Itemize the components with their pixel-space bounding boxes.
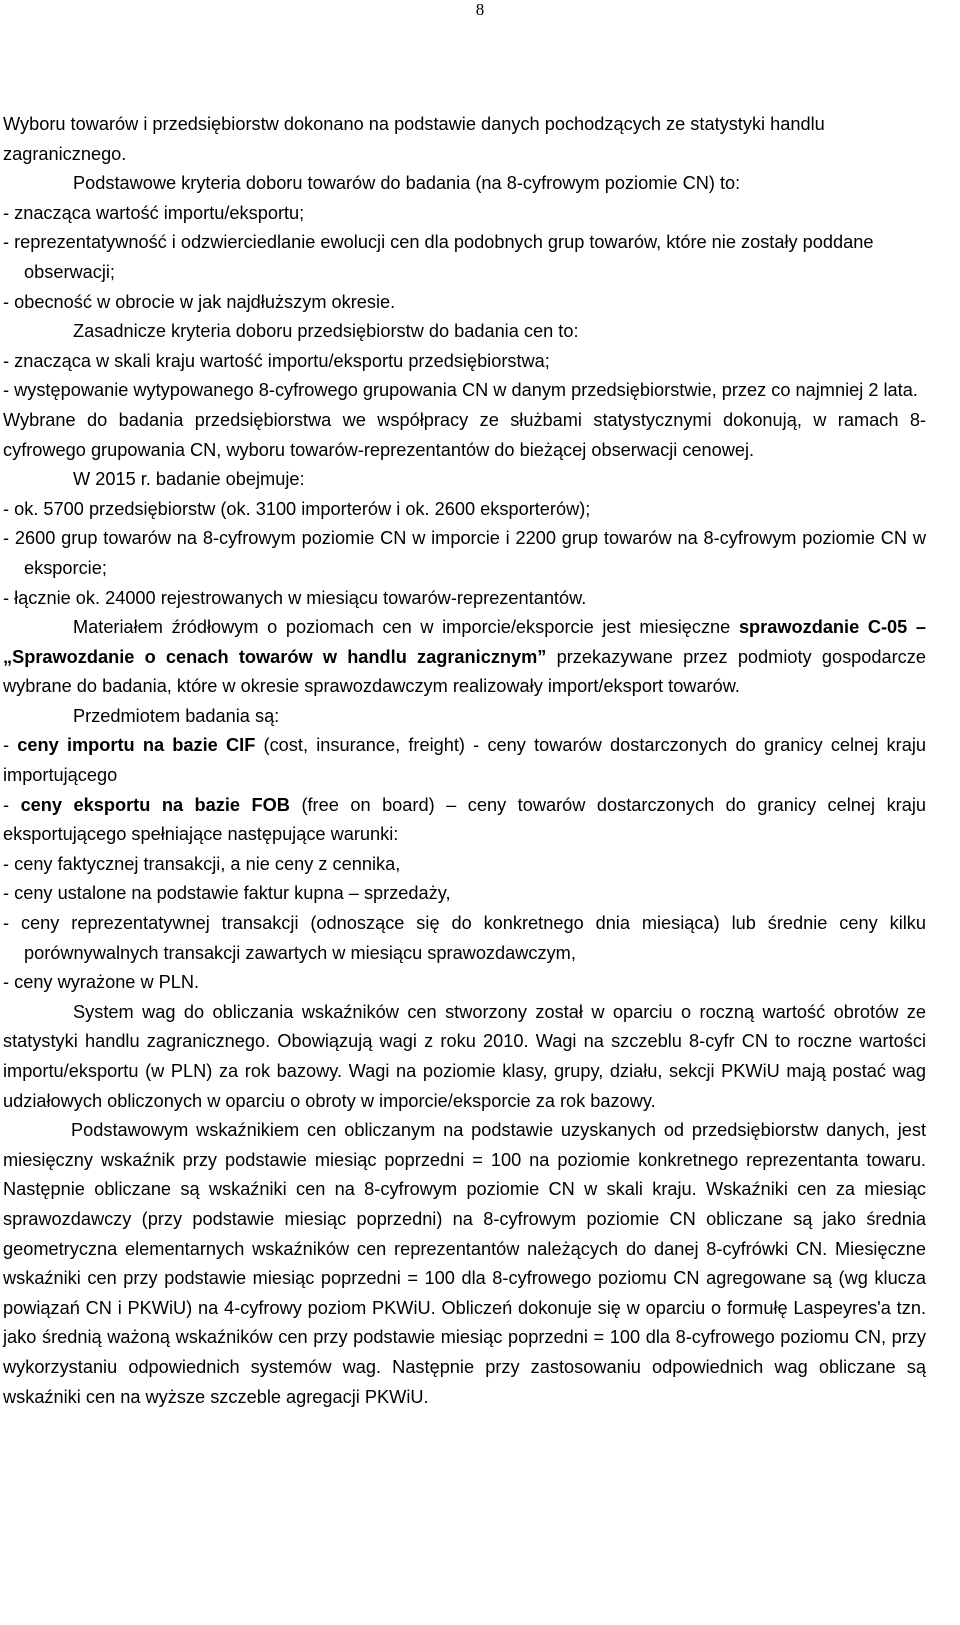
source-lead: Materiałem źródłowym o poziomach cen w imporcie/eksporcie jest miesięczne: [73, 617, 731, 638]
list-item: - łącznie ok. 24000 rejestrowanych w miesiącu towarów-reprezentantów.: [3, 587, 587, 608]
list-item: - ceny wyrażone w PLN.: [3, 972, 200, 993]
list-item: - występowanie wytypowanego 8-cyfrowego grupowania CN w danym przedsiębiorstwie, przez co najmniej 2 lata.: [3, 380, 918, 401]
list-item: - 2600 grup towarów na 8-cyfrowym poziomie CN w imporcie i 2200 grup towarów na 8-cyfrowym poziomie CN w eksporcie;: [3, 528, 926, 578]
source-tail: przekazywane przez podmioty gospodarcze wybrane do badania, które w okresie sprawozdawczym realizowały import/eksport towarów.: [3, 646, 926, 697]
selection-paragraph: Wybrane do badania przedsiębiorstwa we współpracy ze służbami statystycznymi dokonują, w ramach 8-cyfrowego grupowania CN, wyboru towarów-reprezentantów do bieżącej obserwacji cenowej.: [3, 409, 926, 460]
source-paragraph: [3, 613, 926, 702]
fob-term: ceny eksportu na bazie FOB: [20, 794, 290, 815]
list-item: - znacząca w skali kraju wartość importu/eksportu przedsiębiorstwa;: [3, 350, 550, 371]
list-item: - ceny ustalone na podstawie faktur kupna – sprzedaży,: [3, 883, 451, 904]
intro-paragraph: Wyboru towarów i przedsiębiorstw dokonano na podstawie danych pochodzących ze statystyki handlu zagranicznego.: [3, 114, 825, 164]
list-item: - znacząca wartość importu/eksportu;: [3, 202, 305, 223]
list-item: - reprezentatywność i odzwierciedlanie ewolucji cen dla podobnych grup towarów, które nie zostały poddane obserwacji;: [3, 232, 874, 282]
list-item: - ceny faktycznej transakcji, a nie ceny z cennika,: [3, 853, 401, 874]
list-item: - ok. 5700 przedsiębiorstw (ok. 3100 importerów i ok. 2600 eksporterów);: [3, 498, 591, 519]
enterprise-criteria-heading: Zasadnicze kryteria doboru przedsiębiorstw do badania cen to:: [73, 321, 579, 342]
subject-heading: Przedmiotem badania są:: [73, 705, 280, 726]
weights-paragraph: System wag do obliczania wskaźników cen stworzony został w oparciu o roczną wartość obrotów ze statystyki handlu zagranicznego. Obowiązują wagi z roku 2010. Wagi na szczeblu 8-cyfr CN to roczne wartości importu/eksportu (w PLN) za rok bazowy. Wagi na poziomie klasy, grupy, działu, sekcji PKWiU mają postać wag udziałowych obliczonych w oparciu o obroty w imporcie/eksporcie za rok bazowy.: [3, 1001, 926, 1111]
report-name: sprawozdanie C-05 – „Sprawozdanie o cenach towarów w handlu zagranicznym”: [3, 617, 926, 667]
fob-description: (free on board) – ceny towarów dostarczonych do granicy celnej kraju eksportującego spełniające następujące warunki:: [3, 794, 926, 845]
fob-paragraph: [3, 791, 926, 850]
cif-paragraph: [3, 731, 926, 790]
dash: -: [3, 735, 18, 756]
cif-term: ceny importu na bazie CIF: [17, 735, 256, 756]
document-body: [3, 110, 926, 1412]
index-paragraph: Podstawowym wskaźnikiem cen obliczanym na podstawie uzyskanych od przedsiębiorstw danych, jest miesięczny wskaźnik przy podstawie miesiąc poprzedni = 100 na poziomie konkretnego reprezentanta towaru. Następnie obliczane są wskaźniki cen na 8-cyfrowym poziomie CN w skali kraju. Wskaźniki cen za miesiąc sprawozdawczy (przy podstawie miesiąc poprzedni) na 8-cyfrowym poziomie CN obliczane są jako średnia geometryczna elementarnych wskaźników cen reprezentantów należących do danej 8-cyfrówki CN. Miesięczne wskaźniki cen przy podstawie miesiąc poprzedni = 100 dla 8-cyfrowego poziomu CN agregowane są (wg klucza powiązań CN i PKWiU) na 4-cyfrowy poziom PKWiU. Obliczeń dokonuje się w oparciu o formułę Laspeyres'a tzn. jako średnią ważoną wskaźników cen przy podstawie miesiąc poprzedni = 100 dla 8-cyfrowego poziomu CN, przy wykorzystaniu odpowiednich systemów wag. Następnie przy zastosowaniu odpowiednich wag obliczane są wskaźniki cen na wyższe szczeble agregacji PKWiU.: [3, 1120, 926, 1407]
cif-description: (cost, insurance, freight) - ceny towarów dostarczonych do granicy celnej kraju importującego: [3, 735, 926, 786]
dash: -: [3, 794, 21, 815]
list-item: - ceny reprezentatywnej transakcji (odnoszące się do konkretnego dnia miesiąca) lub średnie ceny kilku porównywalnych transakcji zawartych w miesiącu sprawozdawczym,: [3, 913, 926, 963]
goods-criteria-heading: Podstawowe kryteria doboru towarów do badania (na 8-cyfrowym poziomie CN) to:: [73, 173, 741, 194]
list-item: - obecność w obrocie w jak najdłuższym okresie.: [3, 291, 396, 312]
scope-heading: W 2015 r. badanie obejmuje:: [73, 469, 305, 490]
page-number: 8: [475, 0, 485, 19]
